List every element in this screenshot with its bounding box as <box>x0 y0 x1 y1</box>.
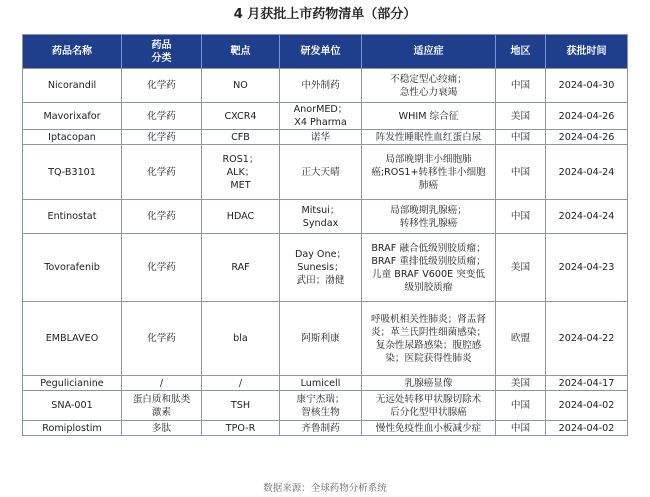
cell-indication-line: 局部晚期乳腺癌； <box>390 204 467 216</box>
cell-indication-line: 无远处转移甲状腺切除术 <box>375 393 482 405</box>
header-approval-date: 获批时间 <box>546 35 628 69</box>
cell-drug-category-line: 多肽 <box>151 422 172 434</box>
cell-developer <box>280 103 362 130</box>
header-developer: 研发单位 <box>280 35 362 69</box>
cell-indication-line: 局部晚期非小细胞肺 <box>385 153 472 165</box>
cell-region: 美国 <box>496 103 546 130</box>
cell-developer-line: 中外制药 <box>301 80 340 91</box>
drug-approval-table <box>22 34 628 436</box>
cell-target <box>202 376 280 391</box>
cell-region: 中国 <box>496 391 546 421</box>
cell-target-line: bla <box>233 333 248 344</box>
cell-region: 中国 <box>496 130 546 145</box>
cell-drug-name: Pegulicianine <box>23 376 122 391</box>
table-row <box>23 69 628 103</box>
cell-drug-name: Mavorixafor <box>23 103 122 130</box>
cell-approval-date: 2024-04-17 <box>546 376 628 391</box>
cell-drug-name: Entinostat <box>23 200 122 234</box>
cell-developer-line: 齐鲁制药 <box>301 422 340 434</box>
cell-indication-line: 后分化型甲状腺癌 <box>390 406 467 418</box>
cell-drug-category-line: 化学药 <box>147 333 176 344</box>
cell-region: 中国 <box>496 145 546 200</box>
cell-region: 美国 <box>496 234 546 302</box>
cell-target <box>202 145 280 200</box>
cell-indication-line: 儿童 BRAF V600E 突变低 <box>372 268 485 280</box>
cell-indication <box>362 234 496 302</box>
cell-indication-line: 肺癌 <box>418 179 439 191</box>
cell-drug-category <box>122 421 202 436</box>
cell-developer-line: 诺华 <box>310 131 331 143</box>
cell-developer-line: Day One； <box>294 249 347 260</box>
cell-approval-date: 2024-04-23 <box>546 234 628 302</box>
header-drug-name: 药品名称 <box>23 35 122 69</box>
cell-drug-name: Romiplostim <box>23 421 122 436</box>
cell-target <box>202 391 280 421</box>
header-indication: 适应症 <box>362 35 496 69</box>
cell-indication-line: 阵发性睡眠性血红蛋白尿 <box>375 131 482 143</box>
cell-indication-line: WHIM 综合征 <box>398 110 459 122</box>
cell-indication-line: 不稳定型心绞痛； <box>390 73 467 85</box>
cell-indication-line: 级别胶质瘤 <box>404 281 453 293</box>
cell-approval-date: 2024-04-24 <box>546 145 628 200</box>
table-row <box>23 200 628 234</box>
cell-indication <box>362 302 496 376</box>
cell-target-line: CXCR4 <box>224 110 257 122</box>
header-target: 靶点 <box>202 35 280 69</box>
cell-drug-category-line: 化学药 <box>147 110 176 122</box>
cell-drug-name: TQ-B3101 <box>23 145 122 200</box>
cell-indication <box>362 103 496 130</box>
cell-indication <box>362 391 496 421</box>
cell-developer-line: Sunesis； <box>297 262 344 273</box>
cell-developer-line: Lumicell <box>300 377 341 389</box>
cell-approval-date: 2024-04-30 <box>546 69 628 103</box>
cell-indication <box>362 421 496 436</box>
cell-drug-category-line: 化学药 <box>147 131 176 143</box>
cell-indication-line: 慢性免疫性血小板减少症 <box>375 422 482 434</box>
page-title: 4 月获批上市药物清单（部分） <box>233 7 417 22</box>
cell-drug-category <box>122 145 202 200</box>
cell-approval-date: 2024-04-24 <box>546 200 628 234</box>
cell-developer <box>280 421 362 436</box>
cell-indication-line: 复杂性尿路感染；腹腔感 <box>375 339 482 351</box>
cell-region: 美国 <box>496 376 546 391</box>
cell-developer-line: 正大天晴 <box>301 166 340 178</box>
cell-approval-date: 2024-04-02 <box>546 421 628 436</box>
cell-target <box>202 130 280 145</box>
cell-indication <box>362 376 496 391</box>
cell-approval-date: 2024-04-26 <box>546 130 628 145</box>
table-row <box>23 376 628 391</box>
cell-drug-category <box>122 391 202 421</box>
cell-developer-line: Syndax <box>302 217 339 229</box>
cell-drug-name: Tovorafenib <box>23 234 122 302</box>
cell-drug-category <box>122 376 202 391</box>
cell-indication-line: 炎；革兰氏阴性细菌感染； <box>370 326 487 338</box>
cell-developer-line: 阿斯利康 <box>301 333 340 344</box>
table-header-row <box>23 35 628 69</box>
cell-indication-line: 乳腺癌显像 <box>404 377 453 389</box>
cell-developer-line: 康宁杰瑞； <box>296 393 345 405</box>
cell-target-line: / <box>238 377 243 389</box>
cell-indication-line: 急性心力衰竭 <box>399 86 458 98</box>
table-row <box>23 391 628 421</box>
cell-target-line: CFB <box>231 131 250 143</box>
header-drug-category-line: 药品 <box>151 39 172 51</box>
cell-indication-line: 染；医院获得性肺炎 <box>385 352 472 364</box>
cell-target <box>202 302 280 376</box>
cell-target-line: TPO-R <box>225 422 256 434</box>
cell-drug-category <box>122 103 202 130</box>
header-drug-category <box>122 35 202 69</box>
cell-developer <box>280 391 362 421</box>
cell-target <box>202 421 280 436</box>
cell-indication-line: 癌;ROS1+转移性非小细胞 <box>371 166 486 178</box>
cell-target-line: RAF <box>231 262 250 273</box>
cell-indication-line: 转移性乳腺癌 <box>399 217 458 229</box>
cell-indication <box>362 200 496 234</box>
cell-target-line: TSH <box>230 400 251 411</box>
cell-target <box>202 69 280 103</box>
cell-drug-category <box>122 302 202 376</box>
cell-developer-line: Mitsui； <box>301 204 340 216</box>
cell-drug-name: Iptacopan <box>23 130 122 145</box>
cell-indication <box>362 145 496 200</box>
header-region: 地区 <box>496 35 546 69</box>
cell-developer-line: 武田；渤健 <box>296 275 345 286</box>
cell-region: 中国 <box>496 421 546 436</box>
cell-indication-line: BRAF 重排低级别胶质瘤； <box>371 255 486 267</box>
cell-target-line: NO <box>233 80 248 91</box>
cell-region: 中国 <box>496 69 546 103</box>
table-row <box>23 302 628 376</box>
cell-drug-category-line: 化学药 <box>147 80 176 91</box>
cell-approval-date: 2024-04-26 <box>546 103 628 130</box>
cell-indication <box>362 130 496 145</box>
cell-drug-category-line: 蛋白质和肽类 <box>132 393 191 405</box>
cell-indication <box>362 69 496 103</box>
header-drug-category-line: 分类 <box>151 52 172 64</box>
table-row <box>23 130 628 145</box>
cell-target-line: ROS1； <box>222 153 259 165</box>
cell-drug-name: SNA-001 <box>23 391 122 421</box>
table-row <box>23 421 628 436</box>
table-row <box>23 145 628 200</box>
cell-drug-name: Nicorandil <box>23 69 122 103</box>
cell-target <box>202 234 280 302</box>
cell-approval-date: 2024-04-22 <box>546 302 628 376</box>
cell-drug-category <box>122 234 202 302</box>
cell-drug-category <box>122 69 202 103</box>
cell-region: 中国 <box>496 200 546 234</box>
table-row <box>23 234 628 302</box>
cell-developer <box>280 376 362 391</box>
cell-drug-category <box>122 130 202 145</box>
cell-developer <box>280 200 362 234</box>
cell-developer <box>280 234 362 302</box>
cell-region: 欧盟 <box>496 302 546 376</box>
cell-target-line: MET <box>230 179 251 191</box>
table-row <box>23 103 628 130</box>
cell-target-line: HDAC <box>226 211 255 222</box>
cell-target <box>202 103 280 130</box>
cell-developer <box>280 130 362 145</box>
cell-developer-line: 智核生物 <box>301 406 340 418</box>
cell-indication-line: 呼吸机相关性肺炎；肾盂肾 <box>370 313 487 325</box>
table-body <box>23 69 628 436</box>
cell-developer-line: AnorMED； <box>293 104 348 115</box>
cell-target <box>202 200 280 234</box>
cell-drug-category-line: 化学药 <box>147 166 176 178</box>
cell-drug-category-line: / <box>159 377 164 389</box>
cell-developer-line: X4 Pharma <box>294 117 347 128</box>
cell-drug-category-line: 激素 <box>151 406 172 418</box>
cell-drug-category <box>122 200 202 234</box>
cell-approval-date: 2024-04-02 <box>546 391 628 421</box>
data-source-note: 数据来源：全球药物分析系统 <box>263 483 387 494</box>
cell-target-line: ALK； <box>226 166 255 178</box>
cell-indication-line: BRAF 融合低级别胶质瘤； <box>371 242 486 254</box>
cell-developer <box>280 302 362 376</box>
cell-developer <box>280 145 362 200</box>
cell-drug-category-line: 化学药 <box>147 211 176 222</box>
cell-drug-name: EMBLAVEO <box>23 302 122 376</box>
cell-developer <box>280 69 362 103</box>
cell-drug-category-line: 化学药 <box>147 262 176 273</box>
